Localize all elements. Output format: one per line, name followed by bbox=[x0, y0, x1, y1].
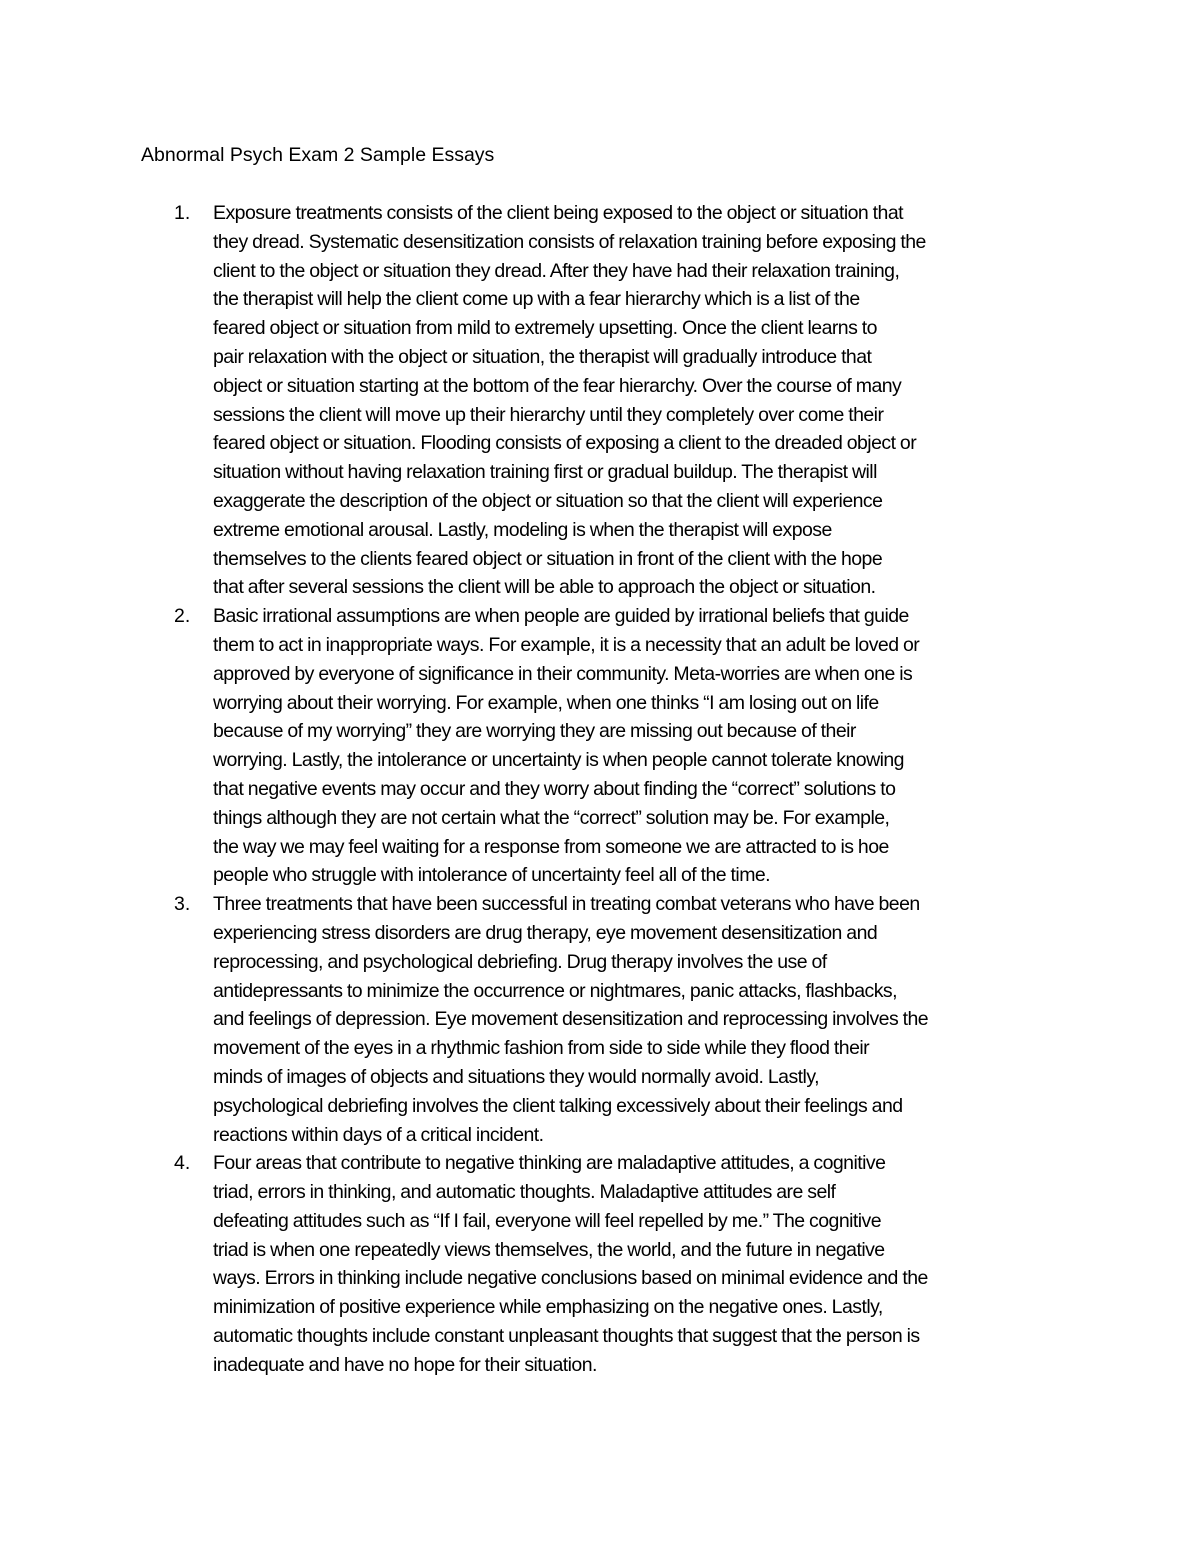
essay-line: minimization of positive experience while emphasizing on the negative ones. Lastly, bbox=[213, 1296, 883, 1319]
essay-line: because of my worrying” they are worrying they are missing out because of their bbox=[213, 720, 856, 743]
essay-line: sessions the client will move up their hierarchy until they completely over come their bbox=[213, 403, 884, 426]
essay-line: object or situation starting at the bottom of the fear hierarchy. Over the course of many bbox=[213, 374, 902, 397]
essay-line: them to act in inappropriate ways. For example, it is a necessity that an adult be loved or bbox=[213, 633, 920, 656]
essay-list bbox=[141, 199, 1071, 1380]
essay-line: antidepressants to minimize the occurrence or nightmares, panic attacks, flashbacks, bbox=[213, 979, 897, 1002]
essay-line: approved by everyone of significance in their community. Meta-worries are when one is bbox=[213, 662, 913, 685]
essay-line: the therapist will help the client come up with a fear hierarchy which is a list of the bbox=[213, 288, 860, 311]
essay-line: feared object or situation from mild to extremely upsetting. Once the client learns to bbox=[213, 317, 877, 340]
essay-number: 2. bbox=[174, 605, 191, 628]
essay-number: 4. bbox=[174, 1152, 191, 1175]
essay-line: themselves to the clients feared object or situation in front of the client with the hope bbox=[213, 547, 883, 570]
essay-line: people who struggle with intolerance of uncertainty feel all of the time. bbox=[213, 864, 771, 887]
essay-line: things although they are not certain what the “correct” solution may be. For example, bbox=[213, 806, 890, 829]
essay-line: triad, errors in thinking, and automatic thoughts. Maladaptive attitudes are self bbox=[213, 1181, 836, 1204]
essay-line: that negative events may occur and they worry about finding the “correct” solutions to bbox=[213, 777, 896, 800]
essay-line: minds of images of objects and situations they would normally avoid. Lastly, bbox=[213, 1065, 819, 1088]
essay-text bbox=[213, 1149, 1071, 1379]
essay-number: 3. bbox=[174, 893, 191, 916]
essay-line: Three treatments that have been successful in treating combat veterans who have been bbox=[213, 893, 920, 916]
essay-item-4 bbox=[141, 1149, 1071, 1379]
essay-line: reprocessing, and psychological debriefing. Drug therapy involves the use of bbox=[213, 950, 827, 973]
essay-line: Exposure treatments consists of the client being exposed to the object or situation that bbox=[213, 202, 904, 224]
document-title: Abnormal Psych Exam 2 Sample Essays bbox=[141, 144, 495, 166]
essay-line: the way we may feel waiting for a response from someone we are attracted to is hoe bbox=[213, 835, 889, 858]
essay-line: extreme emotional arousal. Lastly, modeling is when the therapist will expose bbox=[213, 518, 832, 541]
essay-item-2 bbox=[141, 602, 1071, 890]
essay-number: 1. bbox=[174, 202, 191, 224]
essay-line: experiencing stress disorders are drug therapy, eye movement desensitization and bbox=[213, 921, 878, 944]
essay-text bbox=[213, 890, 1071, 1149]
essay-item-3 bbox=[141, 890, 1071, 1149]
essay-line: feared object or situation. Flooding consists of exposing a client to the dreaded object or bbox=[213, 432, 917, 455]
essay-line: situation without having relaxation training first or gradual buildup. The therapist will bbox=[213, 461, 877, 484]
essay-line: that after several sessions the client will be able to approach the object or situation. bbox=[213, 576, 876, 599]
essay-line: worrying about their worrying. For example, when one thinks “I am losing out on life bbox=[213, 691, 879, 714]
essay-line: movement of the eyes in a rhythmic fashion from side to side while they flood their bbox=[213, 1037, 870, 1060]
essay-line: automatic thoughts include constant unpleasant thoughts that suggest that the person is bbox=[213, 1325, 920, 1348]
essay-line: triad is when one repeatedly views themselves, the world, and the future in negative bbox=[213, 1238, 885, 1261]
essay-line: exaggerate the description of the object or situation so that the client will experience bbox=[213, 489, 883, 512]
essay-line: worrying. Lastly, the intolerance or uncertainty is when people cannot tolerate knowing bbox=[213, 749, 904, 772]
essay-line: pair relaxation with the object or situation, the therapist will gradually introduce that bbox=[213, 345, 872, 368]
essay-line: Four areas that contribute to negative thinking are maladaptive attitudes, a cognitive bbox=[213, 1152, 886, 1175]
essay-line: ways. Errors in thinking include negative conclusions based on minimal evidence and the bbox=[213, 1267, 928, 1290]
essay-line: psychological debriefing involves the client talking excessively about their feelings and bbox=[213, 1094, 903, 1117]
essay-line: defeating attitudes such as “If I fail, everyone will feel repelled by me.” The cognitive bbox=[213, 1209, 882, 1232]
essay-line: inadequate and have no hope for their situation. bbox=[213, 1353, 597, 1376]
essay-line: they dread. Systematic desensitization consists of relaxation training before exposing the bbox=[213, 230, 926, 253]
essay-text bbox=[213, 602, 1071, 890]
essay-text bbox=[213, 199, 1071, 602]
essay-line: and feelings of depression. Eye movement desensitization and reprocessing involves the bbox=[213, 1008, 929, 1031]
essay-item-1 bbox=[141, 199, 1071, 602]
essay-line: reactions within days of a critical incident. bbox=[213, 1123, 544, 1146]
essay-line: client to the object or situation they dread. After they have had their relaxation training, bbox=[213, 259, 900, 282]
essay-line: Basic irrational assumptions are when people are guided by irrational beliefs that guide bbox=[213, 605, 909, 628]
